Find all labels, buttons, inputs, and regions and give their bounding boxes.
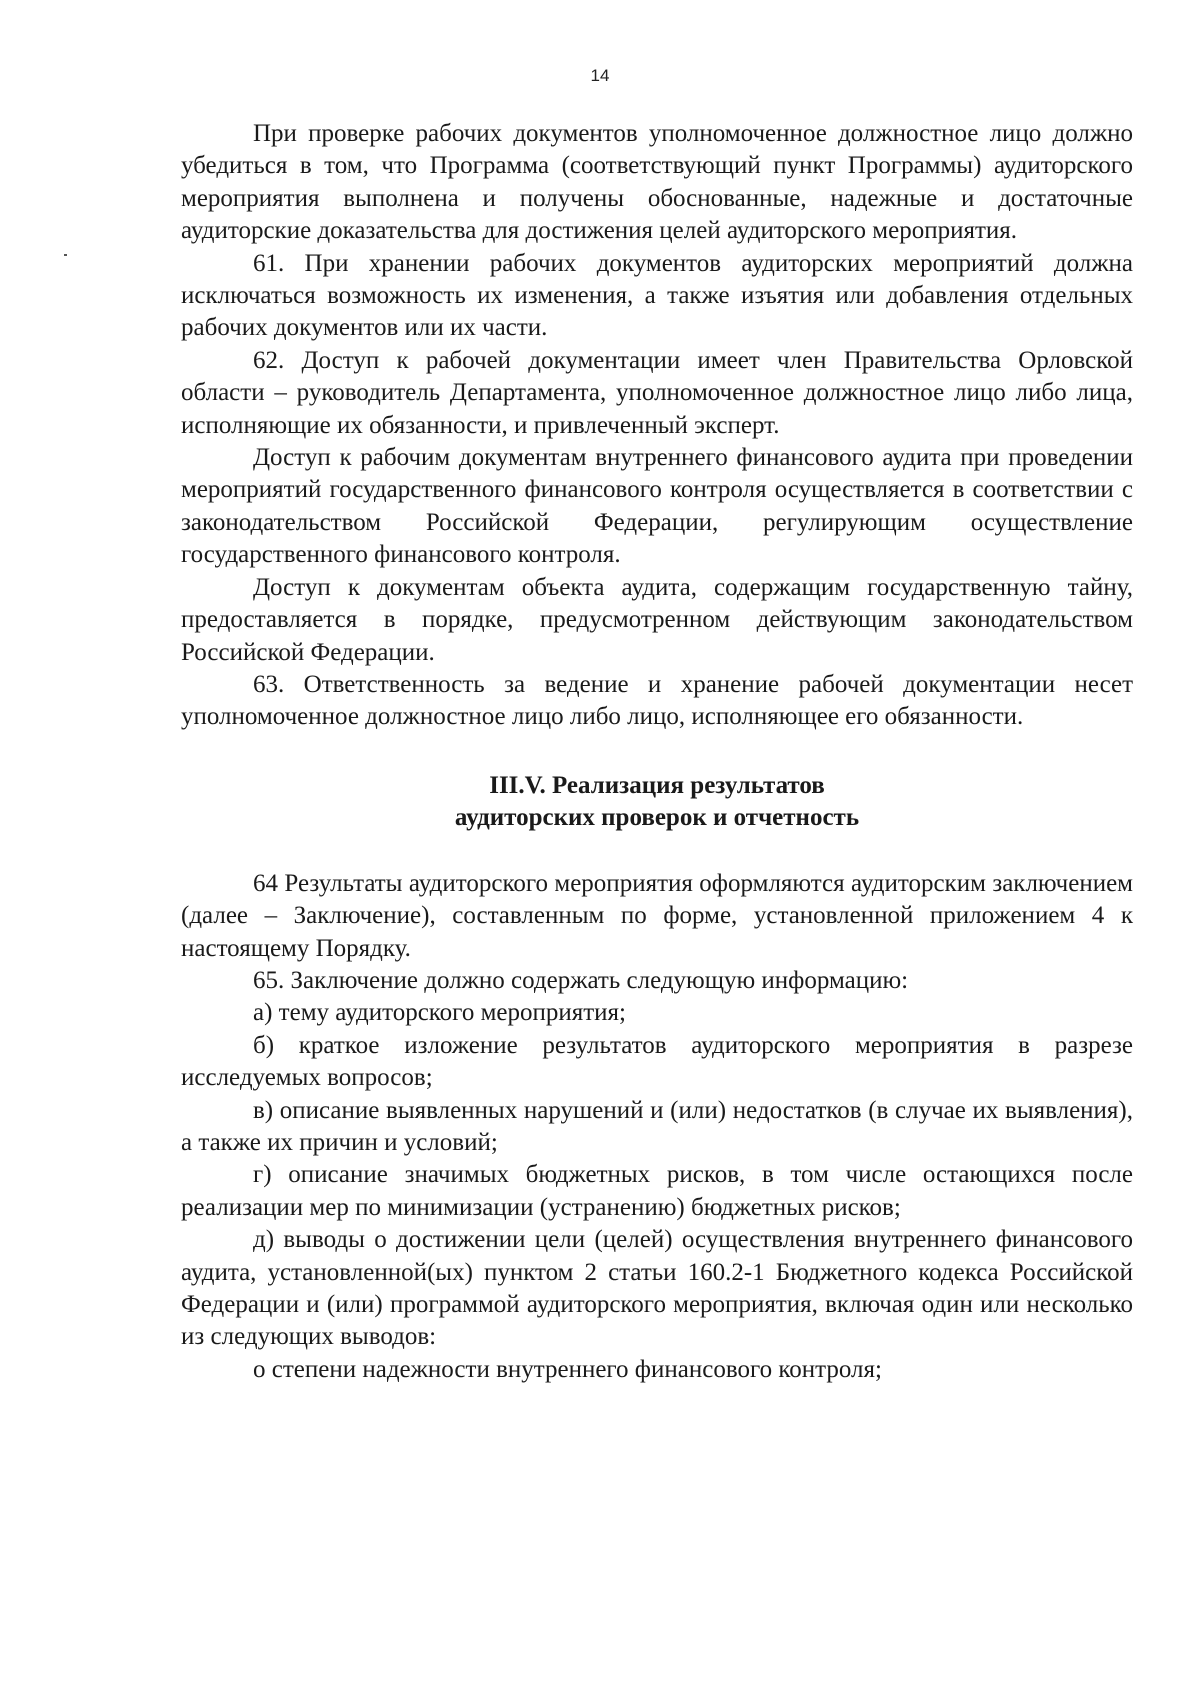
page-number: 14	[590, 66, 610, 85]
list-item-v: в) описание выявленных нарушений и (или) недостатков (в случае их выявления), а также их причин и условий;	[181, 1096, 1133, 1156]
paragraph-item-61: 61. При хранении рабочих документов аудиторских мероприятий должна исключаться возможность их изменения, а также изъятия или добавления отдельных рабочих документов или их части.	[181, 249, 1133, 342]
list-item-g: г) описание значимых бюджетных рисков, в том числе остающихся после реализации мер по минимизации (устранению) бюджетных рисков;	[181, 1161, 1133, 1221]
paragraph: При проверке рабочих документов уполномоченное должностное лицо должно убедиться в том, что Программа (соответствующий пункт Программы) аудиторского мероприятия выполнена и получены обоснованные, надежные и достаточные аудиторские доказательства для достижения целей аудиторского мероприятия.	[181, 120, 1133, 245]
paragraph: Доступ к документам объекта аудита, содержащим государственную тайну, предоставляется в порядке, предусмотренном действующим законодательством Российской Федерации.	[181, 573, 1133, 666]
section-heading	[181, 770, 1133, 834]
list-item-b: б) краткое изложение результатов аудиторского мероприятия в разрезе исследуемых вопросов;	[181, 1031, 1133, 1092]
paragraph: Доступ к рабочим документам внутреннего финансового аудита при проведении мероприятий государственного финансового контроля осуществляется в соответствии с законодательством Российской Федерации, регулирующим осуществление государственного финансового контроля.	[181, 444, 1133, 569]
list-item-a: а) тему аудиторского мероприятия;	[253, 999, 626, 1027]
paragraph-item-62: 62. Доступ к рабочей документации имеет член Правительства Орловской области – руководитель Департамента, уполномоченное должностное лицо либо лица, исполняющие их обязанности, и привлеченный эксперт.	[181, 346, 1133, 439]
section-heading-line: III.V. Реализация результатов	[489, 771, 825, 799]
section-heading-line: аудиторских проверок и отчетность	[454, 803, 860, 831]
scan-artifact-dot	[64, 254, 67, 256]
document-body	[181, 118, 1133, 1386]
paragraph-item-64: 64 Результаты аудиторского мероприятия оформляются аудиторским заключением (далее – Заключение), составленным по форме, установленной приложением 4 к настоящему Порядку.	[181, 869, 1133, 962]
paragraph-item-65: 65. Заключение должно содержать следующую информацию:	[253, 966, 909, 994]
sub-item: о степени надежности внутреннего финансового контроля;	[253, 1355, 882, 1383]
paragraph-item-63: 63. Ответственность за ведение и хранение рабочей документации несет уполномоченное должностное лицо либо лицо, исполняющее его обязанности.	[181, 670, 1133, 731]
list-item-d: д) выводы о достижении цели (целей) осуществления внутреннего финансового аудита, установленной(ых) пунктом 2 статьи 160.2-1 Бюджетного кодекса Российской Федерации и (или) программой аудиторского мероприятия, включая один или несколько из следующих выводов:	[181, 1226, 1133, 1351]
